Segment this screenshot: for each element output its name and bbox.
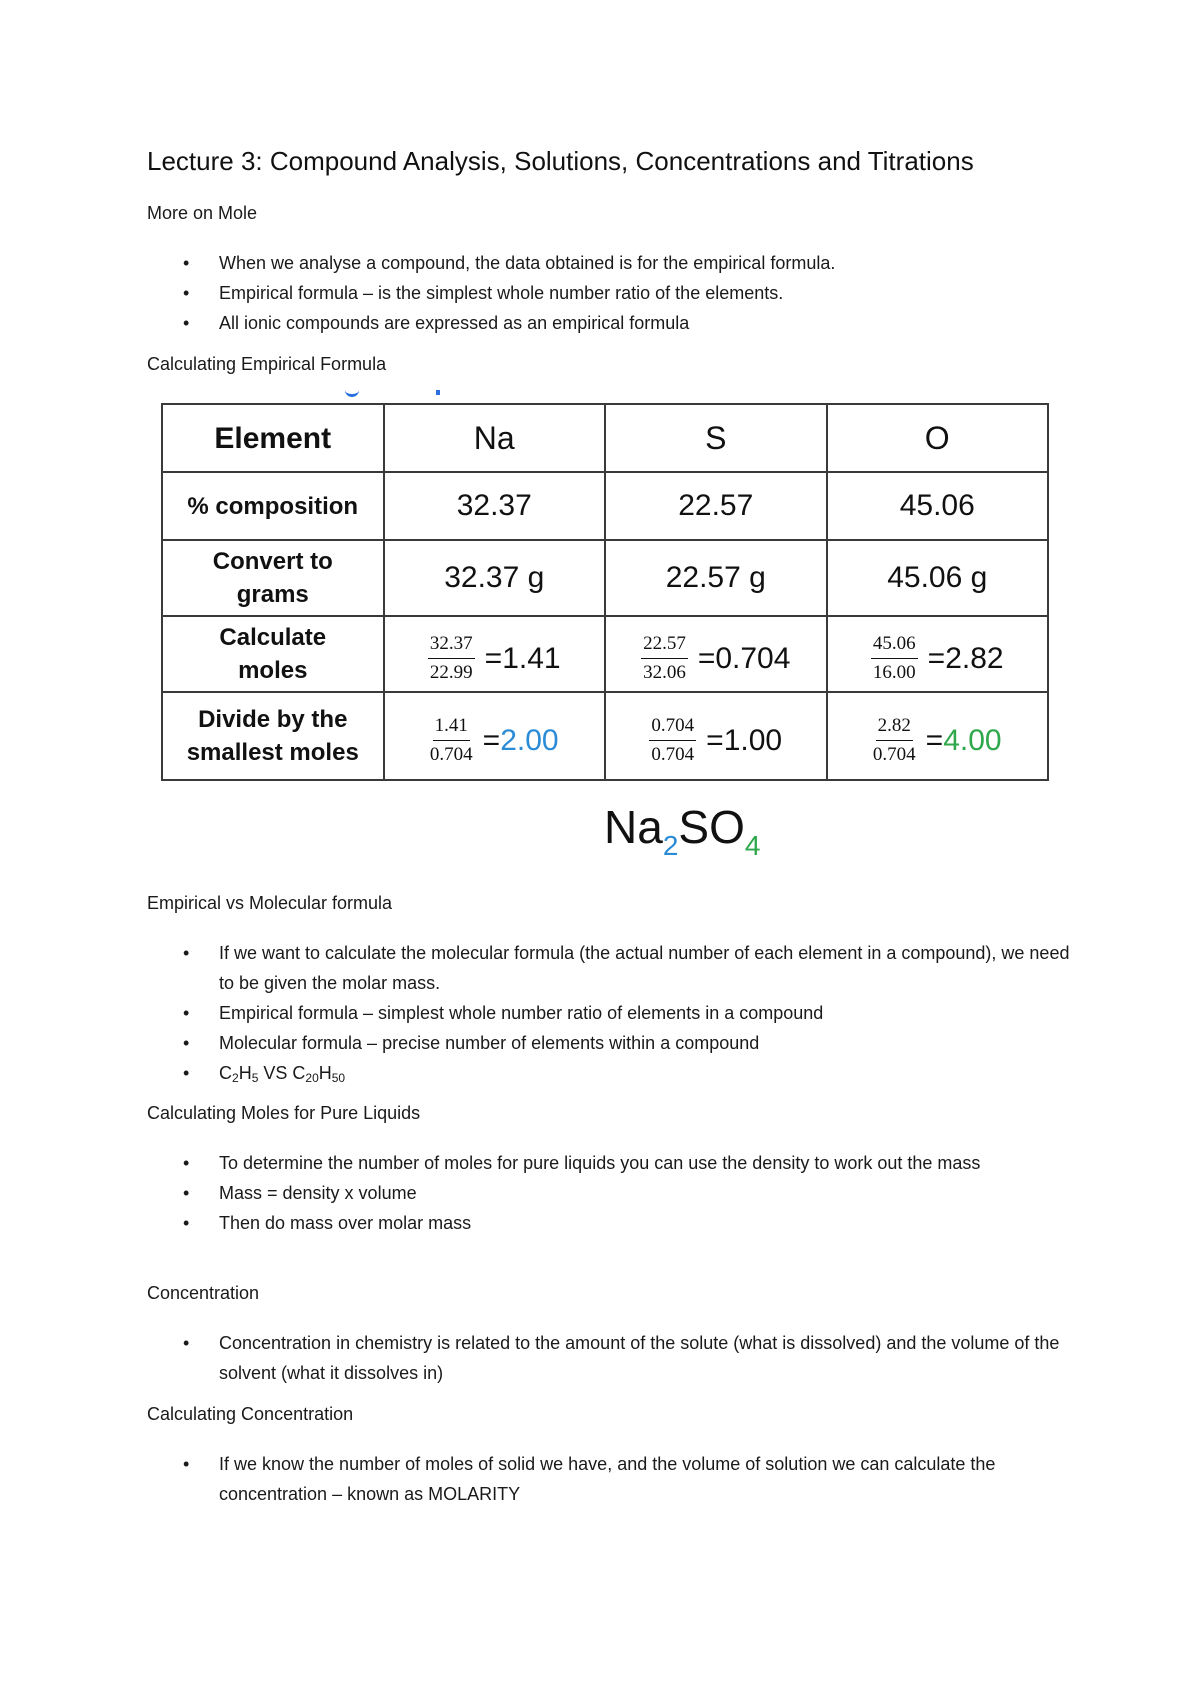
formula-subscript: 20	[305, 1071, 319, 1085]
formula-subscript: 50	[331, 1071, 346, 1085]
numerator: 1.41	[433, 714, 470, 741]
row-label: % composition	[162, 472, 384, 540]
table-cell	[605, 692, 827, 780]
fraction	[430, 714, 473, 767]
section-heading-pure-liquids: Calculating Moles for Pure Liquids	[147, 1103, 421, 1123]
result-value: 1.41	[502, 641, 561, 675]
formula-part: SO	[678, 801, 745, 853]
table-cell: 22.57	[605, 472, 827, 540]
list-item: • Empirical formula – simplest whole number ratio of elements in a compound	[147, 998, 1077, 1028]
pure-liquids-bullet-list	[147, 1148, 1077, 1238]
result-formula	[604, 800, 760, 862]
numerator: 22.57	[641, 632, 688, 659]
empirical-formula-table	[161, 403, 1049, 781]
numerator: 2.82	[876, 714, 913, 741]
list-item: • If we want to calculate the molecular formula (the actual number of each element in a compound), we need to be given the molar mass.	[147, 938, 1077, 998]
table-row	[162, 540, 1048, 616]
fraction	[873, 714, 916, 767]
table-cell: 32.37 g	[384, 540, 606, 616]
formula-part: VS	[258, 1063, 293, 1083]
table-cell	[384, 616, 606, 692]
fraction	[871, 632, 918, 685]
table-row	[162, 692, 1048, 780]
list-item	[147, 1058, 1077, 1093]
fraction	[428, 632, 475, 685]
list-item: • Concentration in chemistry is related to the amount of the solute (what is dissolved) and the volume of the solvent (what it dissolves in)	[147, 1328, 1077, 1388]
table-row	[162, 472, 1048, 540]
table-header-cell: Na	[384, 404, 606, 472]
formula-part: H	[238, 1063, 252, 1083]
emp-vs-mol-bullet-list	[147, 938, 1077, 1093]
concentration-bullet-list	[147, 1328, 1077, 1388]
denominator: 0.704	[429, 744, 473, 765]
formula-part: C	[219, 1063, 232, 1083]
table-cell: 45.06 g	[827, 540, 1049, 616]
fraction	[649, 714, 696, 767]
result-value: 2.00	[500, 723, 559, 757]
denominator: 22.99	[429, 662, 473, 683]
numerator: 45.06	[871, 632, 918, 659]
list-item: • All ionic compounds are expressed as an empirical formula	[147, 308, 1077, 338]
equals-sign: =	[925, 723, 944, 757]
formula-subscript: 2	[232, 1071, 239, 1085]
section-heading-emp-vs-mol: Empirical vs Molecular formula	[147, 893, 393, 913]
table-header-cell: S	[605, 404, 827, 472]
list-item: • When we analyse a compound, the data obtained is for the empirical formula.	[147, 248, 1077, 278]
section-heading-concentration: Concentration	[147, 1283, 260, 1303]
row-label: Convert to grams	[162, 540, 384, 616]
numerator: 0.704	[649, 714, 696, 741]
list-item: • To determine the number of moles for pure liquids you can use the density to work out the mass	[147, 1148, 1077, 1178]
section-heading-calc-concentration: Calculating Concentration	[147, 1404, 354, 1424]
denominator: 16.00	[872, 662, 916, 683]
equals-sign: =	[484, 641, 503, 675]
fraction	[641, 632, 688, 685]
table-cell	[827, 616, 1049, 692]
numerator: 32.37	[428, 632, 475, 659]
list-item: • Then do mass over molar mass	[147, 1208, 1077, 1238]
denominator: 0.704	[872, 744, 916, 765]
formula-subscript: 4	[744, 830, 761, 861]
table-row	[162, 616, 1048, 692]
result-value: 4.00	[943, 723, 1002, 757]
mole-bullet-list	[147, 248, 1077, 338]
cropped-image-artifact	[436, 390, 440, 395]
page-title: Lecture 3: Compound Analysis, Solutions, Concentrations and Titrations	[147, 146, 974, 176]
formula-part: H	[318, 1063, 332, 1083]
list-item: • If we know the number of moles of solid we have, and the volume of solution we can calculate the concentration – known as MOLARITY	[147, 1449, 1077, 1509]
table-cell: 32.37	[384, 472, 606, 540]
cropped-image-artifact	[345, 388, 359, 397]
calc-concentration-bullet-list	[147, 1449, 1077, 1509]
result-value: 0.704	[715, 641, 791, 675]
result-value: 1.00	[723, 723, 783, 757]
table-cell: 22.57 g	[605, 540, 827, 616]
list-item: • Molecular formula – precise number of elements within a compound	[147, 1028, 1077, 1058]
result-value: 2.82	[945, 641, 1004, 675]
equals-sign: =	[697, 641, 716, 675]
formula-subscript: 2	[662, 830, 679, 861]
table-cell	[827, 692, 1049, 780]
equals-sign: =	[927, 641, 946, 675]
formula-part: Na	[604, 801, 663, 853]
section-heading-empirical: Calculating Empirical Formula	[147, 354, 387, 374]
denominator: 0.704	[651, 744, 695, 765]
equals-sign: =	[482, 723, 501, 757]
equals-sign: =	[706, 723, 724, 757]
list-item: • Empirical formula – is the simplest whole number ratio of the elements.	[147, 278, 1077, 308]
section-heading-mole: More on Mole	[147, 203, 258, 223]
table-cell	[384, 692, 606, 780]
formula-subscript: 5	[251, 1071, 259, 1085]
formula-part: C	[292, 1063, 306, 1083]
table-cell: 45.06	[827, 472, 1049, 540]
list-item: • Mass = density x volume	[147, 1178, 1077, 1208]
table-row	[162, 404, 1048, 472]
table-header-cell: Element	[162, 404, 384, 472]
table-header-cell: O	[827, 404, 1049, 472]
row-label: Calculate moles	[162, 616, 384, 692]
row-label: Divide by the smallest moles	[162, 692, 384, 780]
table-cell	[605, 616, 827, 692]
denominator: 32.06	[643, 662, 686, 683]
